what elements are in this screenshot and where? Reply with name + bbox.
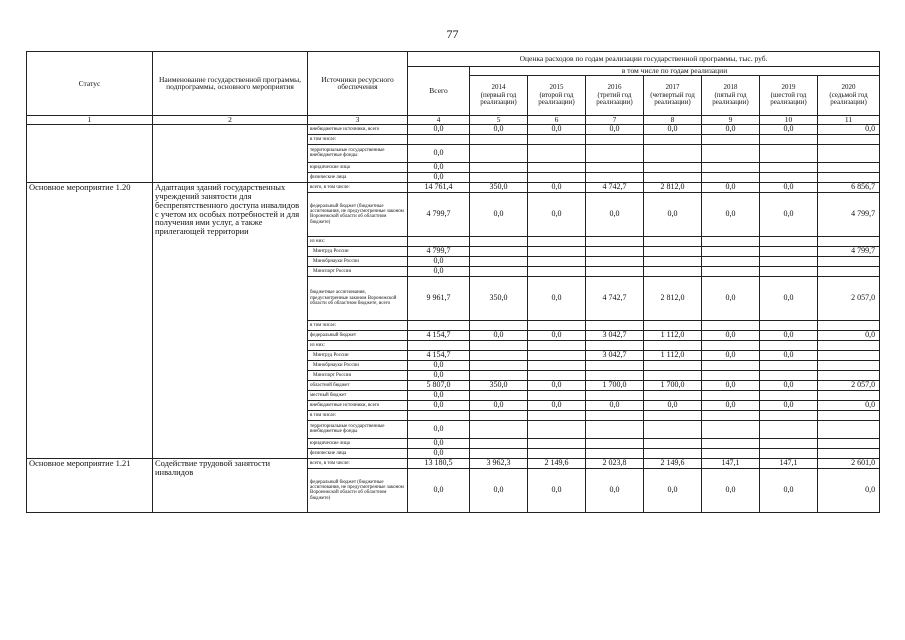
year-value-cell: 2 149,6 — [528, 458, 586, 468]
year-value-cell — [818, 448, 880, 458]
header-year-sub: (шестой год реализации) — [770, 90, 807, 107]
year-value-cell — [470, 320, 528, 330]
year-value-cell: 0,0 — [470, 192, 528, 236]
header-year-2018 — [702, 75, 760, 115]
total-cell: 0,0 — [408, 400, 470, 410]
year-value-cell — [470, 370, 528, 380]
year-value-cell: 2 812,0 — [644, 182, 702, 192]
year-value-cell — [586, 370, 644, 380]
year-value-cell — [760, 370, 818, 380]
year-value-cell — [702, 438, 760, 448]
source-cell: в том числе: — [308, 410, 408, 420]
year-value-cell — [586, 134, 644, 144]
year-value-cell — [528, 236, 586, 246]
year-value-cell: 0,0 — [528, 124, 586, 134]
header-year-sub: (пятый год реализации) — [712, 90, 749, 107]
year-value-cell — [528, 340, 586, 350]
year-value-cell: 4 742,7 — [586, 276, 644, 320]
column-number: 7 — [586, 115, 644, 124]
header-year-2015 — [528, 75, 586, 115]
year-value-cell: 0,0 — [760, 192, 818, 236]
source-cell: Минтруд России — [308, 350, 408, 360]
column-number: 9 — [702, 115, 760, 124]
year-value-cell — [644, 256, 702, 266]
year-value-cell: 3 962,3 — [470, 458, 528, 468]
year-value-cell — [586, 390, 644, 400]
year-value-cell — [470, 410, 528, 420]
year-value-cell — [818, 438, 880, 448]
year-value-cell: 0,0 — [702, 350, 760, 360]
year-value-cell — [586, 448, 644, 458]
year-value-cell: 0,0 — [702, 380, 760, 390]
source-cell: из них: — [308, 340, 408, 350]
source-cell: из них: — [308, 236, 408, 246]
year-value-cell — [702, 236, 760, 246]
header-year-2017 — [644, 75, 702, 115]
status-cell: Основное мероприятие 1.21 — [27, 458, 153, 512]
year-value-cell — [760, 162, 818, 172]
header-year-sub: (третий год реализации) — [596, 90, 633, 107]
year-value-cell — [818, 420, 880, 438]
year-value-cell — [760, 360, 818, 370]
year-value-cell — [528, 256, 586, 266]
year-value-cell — [586, 256, 644, 266]
year-value-cell — [760, 256, 818, 266]
year-value-cell: 0,0 — [760, 400, 818, 410]
source-cell: Минобрнауки России — [308, 256, 408, 266]
year-value-cell — [644, 360, 702, 370]
year-value-cell — [528, 360, 586, 370]
header-year-label: 2016 — [607, 83, 622, 92]
year-value-cell: 2 023,8 — [586, 458, 644, 468]
year-value-cell — [760, 438, 818, 448]
year-value-cell — [470, 162, 528, 172]
header-year-2016 — [586, 75, 644, 115]
year-value-cell — [702, 420, 760, 438]
year-value-cell: 0,0 — [702, 330, 760, 340]
year-value-cell — [644, 172, 702, 182]
total-cell: 0,0 — [408, 124, 470, 134]
year-value-cell — [818, 340, 880, 350]
year-value-cell — [644, 340, 702, 350]
year-value-cell — [528, 448, 586, 458]
year-value-cell — [644, 420, 702, 438]
header-year-label: 2020 — [841, 83, 856, 92]
year-value-cell — [760, 340, 818, 350]
year-value-cell: 2 601,0 — [818, 458, 880, 468]
year-value-cell — [818, 266, 880, 276]
total-cell: 4 154,7 — [408, 330, 470, 340]
year-value-cell — [586, 246, 644, 256]
year-value-cell — [470, 236, 528, 246]
source-cell: федеральный бюджет (бюджетные ассигнования, не предусмотренные законом Воронежской области об областном бюджете) — [308, 192, 408, 236]
year-value-cell: 3 042,7 — [586, 330, 644, 340]
year-value-cell — [818, 320, 880, 330]
header-year-2014 — [470, 75, 528, 115]
total-cell: 0,0 — [408, 448, 470, 458]
year-value-cell: 0,0 — [702, 182, 760, 192]
year-value-cell: 350,0 — [470, 182, 528, 192]
year-value-cell — [760, 448, 818, 458]
year-value-cell — [760, 320, 818, 330]
total-cell: 0,0 — [408, 162, 470, 172]
source-cell: внебюджетные источники, всего — [308, 400, 408, 410]
column-number: 2 — [153, 115, 308, 124]
year-value-cell: 0,0 — [702, 276, 760, 320]
year-value-cell: 0,0 — [528, 400, 586, 410]
column-number: 5 — [470, 115, 528, 124]
year-value-cell: 0,0 — [760, 330, 818, 340]
source-cell: федеральный бюджет — [308, 330, 408, 340]
year-value-cell — [818, 172, 880, 182]
year-value-cell — [818, 134, 880, 144]
year-value-cell: 0,0 — [586, 400, 644, 410]
year-value-cell — [644, 162, 702, 172]
source-cell: всего, в том числе: — [308, 182, 408, 192]
year-value-cell: 0,0 — [528, 276, 586, 320]
source-cell: юридические лица — [308, 162, 408, 172]
year-value-cell: 0,0 — [528, 380, 586, 390]
year-value-cell: 350,0 — [470, 380, 528, 390]
year-value-cell — [528, 162, 586, 172]
column-number: 1 — [27, 115, 153, 124]
year-value-cell — [470, 438, 528, 448]
status-cell: Основное мероприятие 1.20 — [27, 182, 153, 458]
year-value-cell — [644, 144, 702, 162]
header-total: Всего — [408, 67, 470, 116]
source-cell: территориальные государственные внебюджетные фонды — [308, 144, 408, 162]
year-value-cell — [470, 144, 528, 162]
year-value-cell: 0,0 — [702, 400, 760, 410]
total-cell: 9 961,7 — [408, 276, 470, 320]
year-value-cell: 0,0 — [760, 182, 818, 192]
year-value-cell — [702, 360, 760, 370]
year-value-cell — [644, 390, 702, 400]
year-value-cell — [818, 144, 880, 162]
total-cell: 5 807,0 — [408, 380, 470, 390]
year-value-cell: 4 799,7 — [818, 192, 880, 236]
year-value-cell: 0,0 — [470, 124, 528, 134]
year-value-cell — [586, 172, 644, 182]
source-cell: Минспорт России — [308, 266, 408, 276]
page-number: 77 — [446, 27, 459, 41]
year-value-cell — [702, 410, 760, 420]
year-value-cell — [528, 266, 586, 276]
year-value-cell: 2 057,0 — [818, 276, 880, 320]
total-cell: 0,0 — [408, 390, 470, 400]
year-value-cell: 0,0 — [702, 192, 760, 236]
year-value-cell: 0,0 — [470, 468, 528, 512]
year-value-cell: 6 856,7 — [818, 182, 880, 192]
year-value-cell — [528, 144, 586, 162]
total-cell — [408, 236, 470, 246]
year-value-cell — [818, 370, 880, 380]
year-value-cell — [702, 370, 760, 380]
year-value-cell: 1 700,0 — [586, 380, 644, 390]
year-value-cell — [528, 246, 586, 256]
year-value-cell: 0,0 — [586, 192, 644, 236]
year-value-cell — [586, 144, 644, 162]
year-value-cell — [702, 256, 760, 266]
source-cell: физические лица — [308, 448, 408, 458]
source-cell: в том числе: — [308, 320, 408, 330]
year-value-cell — [760, 266, 818, 276]
year-value-cell: 0,0 — [702, 468, 760, 512]
header-by-years: в том числе по годам реализации — [470, 67, 880, 76]
total-cell: 0,0 — [408, 144, 470, 162]
year-value-cell — [470, 246, 528, 256]
total-cell — [408, 320, 470, 330]
source-cell: областной бюджет — [308, 380, 408, 390]
year-value-cell: 0,0 — [818, 468, 880, 512]
measure-name-cell — [153, 124, 308, 182]
table-row — [27, 458, 880, 468]
header-year-label: 2015 — [549, 83, 564, 92]
year-value-cell — [644, 320, 702, 330]
total-cell: 4 154,7 — [408, 350, 470, 360]
column-number: 8 — [644, 115, 702, 124]
year-value-cell: 0,0 — [760, 468, 818, 512]
year-value-cell — [760, 172, 818, 182]
year-value-cell: 3 042,7 — [586, 350, 644, 360]
source-cell: бюджетные ассигнования, предусмотренные законом Воронежской области об областном бюджете, всего — [308, 276, 408, 320]
year-value-cell — [760, 134, 818, 144]
year-value-cell — [470, 172, 528, 182]
year-value-cell: 0,0 — [586, 468, 644, 512]
year-value-cell — [818, 256, 880, 266]
year-value-cell — [702, 266, 760, 276]
year-value-cell — [644, 448, 702, 458]
total-cell: 14 761,4 — [408, 182, 470, 192]
year-value-cell — [760, 144, 818, 162]
source-cell: местный бюджет — [308, 390, 408, 400]
year-value-cell — [470, 134, 528, 144]
header-year-label: 2017 — [665, 83, 680, 92]
column-number: 3 — [308, 115, 408, 124]
header-status: Статус — [27, 52, 153, 116]
measure-name-cell: Адаптация зданий государственных учреждений занятости для беспрепятственного доступа инвалидов с учетом их особых потребностей и для получения ими услуг, а также прилегающей территории — [153, 182, 308, 458]
year-value-cell — [470, 350, 528, 360]
year-value-cell: 350,0 — [470, 276, 528, 320]
year-value-cell: 0,0 — [702, 124, 760, 134]
total-cell — [408, 410, 470, 420]
total-cell: 13 180,5 — [408, 458, 470, 468]
year-value-cell — [528, 420, 586, 438]
total-cell — [408, 134, 470, 144]
year-value-cell — [760, 390, 818, 400]
year-value-cell: 0,0 — [818, 330, 880, 340]
year-value-cell — [586, 360, 644, 370]
header-year-label: 2014 — [491, 83, 506, 92]
source-cell: внебюджетные источники, всего — [308, 124, 408, 134]
year-value-cell — [470, 340, 528, 350]
total-cell: 4 799,7 — [408, 192, 470, 236]
header-year-label: 2019 — [781, 83, 796, 92]
source-cell: Минспорт России — [308, 370, 408, 380]
header-name: Наименование государственной программы, подпрограммы, основного мероприятия — [153, 52, 308, 116]
year-value-cell — [760, 236, 818, 246]
year-value-cell — [470, 448, 528, 458]
year-value-cell: 0,0 — [818, 400, 880, 410]
year-value-cell: 4 799,7 — [818, 246, 880, 256]
source-cell: Минобрнауки России — [308, 360, 408, 370]
year-value-cell — [528, 410, 586, 420]
year-value-cell — [644, 410, 702, 420]
year-value-cell — [702, 320, 760, 330]
year-value-cell — [702, 246, 760, 256]
year-value-cell: 1 112,0 — [644, 350, 702, 360]
year-value-cell — [644, 236, 702, 246]
year-value-cell — [644, 266, 702, 276]
source-cell: территориальные государственные внебюджетные фонды — [308, 420, 408, 438]
year-value-cell: 0,0 — [760, 124, 818, 134]
source-cell: Минтруд России — [308, 246, 408, 256]
source-cell: федеральный бюджет (бюджетные ассигнования, не предусмотренные законом Воронежской области об областном бюджете) — [308, 468, 408, 512]
year-value-cell — [818, 236, 880, 246]
header-year-sub: (первый год реализации) — [480, 90, 517, 107]
source-cell: всего, в том числе: — [308, 458, 408, 468]
source-cell: в том числе: — [308, 134, 408, 144]
year-value-cell: 147,1 — [702, 458, 760, 468]
year-value-cell: 2 149,6 — [644, 458, 702, 468]
year-value-cell: 0,0 — [760, 276, 818, 320]
header-year-label: 2018 — [723, 83, 738, 92]
year-value-cell: 0,0 — [528, 192, 586, 236]
year-value-cell: 2 057,0 — [818, 380, 880, 390]
year-value-cell: 0,0 — [644, 468, 702, 512]
total-cell — [408, 340, 470, 350]
year-value-cell: 4 742,7 — [586, 182, 644, 192]
column-number: 4 — [408, 115, 470, 124]
header-year-2019 — [760, 75, 818, 115]
year-value-cell — [760, 420, 818, 438]
header-year-sub: (четвертый год реализации) — [650, 90, 695, 107]
year-value-cell — [818, 162, 880, 172]
total-cell: 0,0 — [408, 370, 470, 380]
source-cell: юридические лица — [308, 438, 408, 448]
year-value-cell — [644, 246, 702, 256]
source-cell: физические лица — [308, 172, 408, 182]
year-value-cell — [818, 360, 880, 370]
year-value-cell: 0,0 — [760, 380, 818, 390]
year-value-cell — [644, 134, 702, 144]
year-value-cell: 1 700,0 — [644, 380, 702, 390]
year-value-cell: 0,0 — [586, 124, 644, 134]
year-value-cell — [528, 438, 586, 448]
column-number: 6 — [528, 115, 586, 124]
year-value-cell — [470, 360, 528, 370]
year-value-cell — [528, 172, 586, 182]
year-value-cell: 0,0 — [470, 400, 528, 410]
year-value-cell — [528, 134, 586, 144]
total-cell: 0,0 — [408, 266, 470, 276]
year-value-cell — [760, 410, 818, 420]
year-value-cell — [470, 256, 528, 266]
year-value-cell — [470, 390, 528, 400]
year-value-cell — [818, 390, 880, 400]
year-value-cell — [586, 266, 644, 276]
total-cell: 0,0 — [408, 468, 470, 512]
year-value-cell — [702, 172, 760, 182]
year-value-cell — [586, 236, 644, 246]
year-value-cell: 0,0 — [644, 192, 702, 236]
year-value-cell: 0,0 — [818, 124, 880, 134]
year-value-cell: 2 812,0 — [644, 276, 702, 320]
header-year-sub: (второй год реализации) — [538, 90, 575, 107]
year-value-cell — [528, 370, 586, 380]
total-cell: 0,0 — [408, 420, 470, 438]
header-year-sub: (седьмой год реализации) — [829, 90, 868, 107]
header-estimate: Оценка расходов по годам реализации государственной программы, тыс. руб. — [408, 52, 880, 67]
table-row — [27, 124, 880, 134]
year-value-cell — [586, 162, 644, 172]
year-value-cell — [760, 246, 818, 256]
total-cell: 0,0 — [408, 360, 470, 370]
year-value-cell — [702, 162, 760, 172]
year-value-cell: 0,0 — [644, 124, 702, 134]
year-value-cell: 0,0 — [470, 330, 528, 340]
year-value-cell — [470, 420, 528, 438]
year-value-cell — [586, 420, 644, 438]
total-cell: 4 799,7 — [408, 246, 470, 256]
year-value-cell — [702, 340, 760, 350]
expenditure-table — [26, 51, 880, 513]
table-row — [27, 182, 880, 192]
year-value-cell — [528, 320, 586, 330]
year-value-cell: 147,1 — [760, 458, 818, 468]
year-value-cell — [702, 448, 760, 458]
total-cell: 0,0 — [408, 438, 470, 448]
header-year-2020 — [818, 75, 880, 115]
year-value-cell — [702, 390, 760, 400]
year-value-cell: 1 112,0 — [644, 330, 702, 340]
header-sources: Источники ресурсного обеспечения — [308, 52, 408, 116]
total-cell: 0,0 — [408, 256, 470, 266]
year-value-cell — [586, 438, 644, 448]
year-value-cell — [644, 370, 702, 380]
year-value-cell — [644, 438, 702, 448]
year-value-cell — [586, 340, 644, 350]
status-cell — [27, 124, 153, 182]
year-value-cell — [528, 390, 586, 400]
year-value-cell — [470, 266, 528, 276]
year-value-cell — [528, 350, 586, 360]
year-value-cell — [586, 320, 644, 330]
year-value-cell: 0,0 — [528, 182, 586, 192]
year-value-cell — [702, 144, 760, 162]
column-number: 10 — [760, 115, 818, 124]
measure-name-cell: Содействие трудовой занятости инвалидов — [153, 458, 308, 512]
year-value-cell — [818, 350, 880, 360]
year-value-cell — [818, 410, 880, 420]
year-value-cell: 0,0 — [760, 350, 818, 360]
year-value-cell — [586, 410, 644, 420]
year-value-cell: 0,0 — [644, 400, 702, 410]
year-value-cell — [702, 134, 760, 144]
column-number: 11 — [818, 115, 880, 124]
year-value-cell: 0,0 — [528, 330, 586, 340]
year-value-cell: 0,0 — [528, 468, 586, 512]
total-cell: 0,0 — [408, 172, 470, 182]
